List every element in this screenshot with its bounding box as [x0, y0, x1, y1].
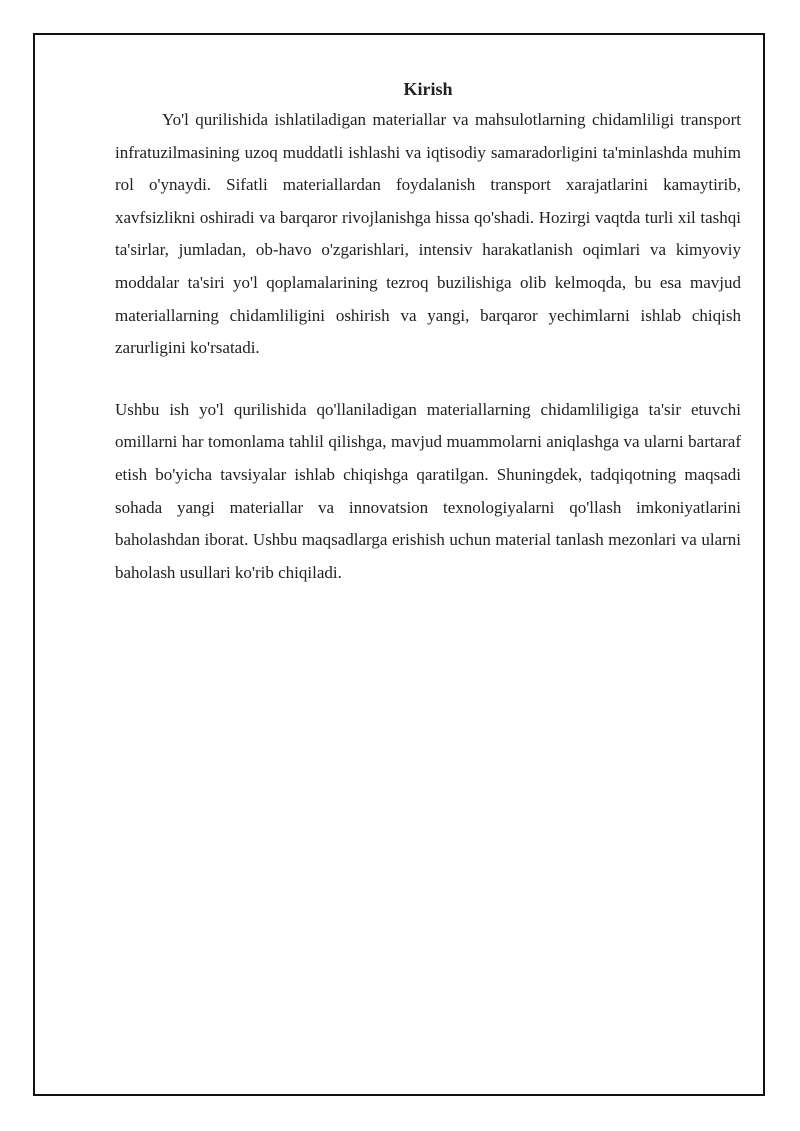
paragraph-goals: Ushbu ish yo'l qurilishida qo'llaniladigan materiallarning chidamliligiga ta'sir etuvchi omillarni har tomonlama tahlil qilishga, mavjud muammolarni aniqlashga va ularni bartaraf etish bo'yicha tavsiyalar ishlab chiqishga qaratilgan. Shuningdek, tadqiqotning maqsadi sohada yangi materiallar va innovatsion texnologiyalarni qo'llash imkoniyatlarini baholashdan iborat. Ushbu maqsadlarga erishish uchun material tanlash mezonlari va ularni baholash usullari ko'rib chiqiladi. — [115, 399, 741, 582]
document-body — [115, 76, 741, 589]
document-title: Kirish — [403, 79, 453, 99]
paragraph-intro: Yo'l qurilishida ishlatiladigan materiallar va mahsulotlarning chidamliligi transport infratuzilmasining uzoq muddatli ishlashi va iqtisodiy samaradorligini ta'minlashda muhim rol o'ynaydi. Sifatli materiallardan foydalanish transport xarajatlarini kamaytirib, xavfsizlikni oshiradi va barqaror rivojlanishga hissa qo'shadi. Hozirgi vaqtda turli xil tashqi ta'sirlar, jumladan, ob-havo o'zgarishlari, intensiv harakatlanish oqimlari va kimyoviy moddalar ta'siri yo'l qoplamalarining tezroq buzilishiga olib kelmoqda, bu esa mavjud materiallarning chidamliligini oshirish va yangi, barqaror yechimlarni ishlab chiqish zarurligini ko'rsatadi. — [115, 110, 741, 358]
